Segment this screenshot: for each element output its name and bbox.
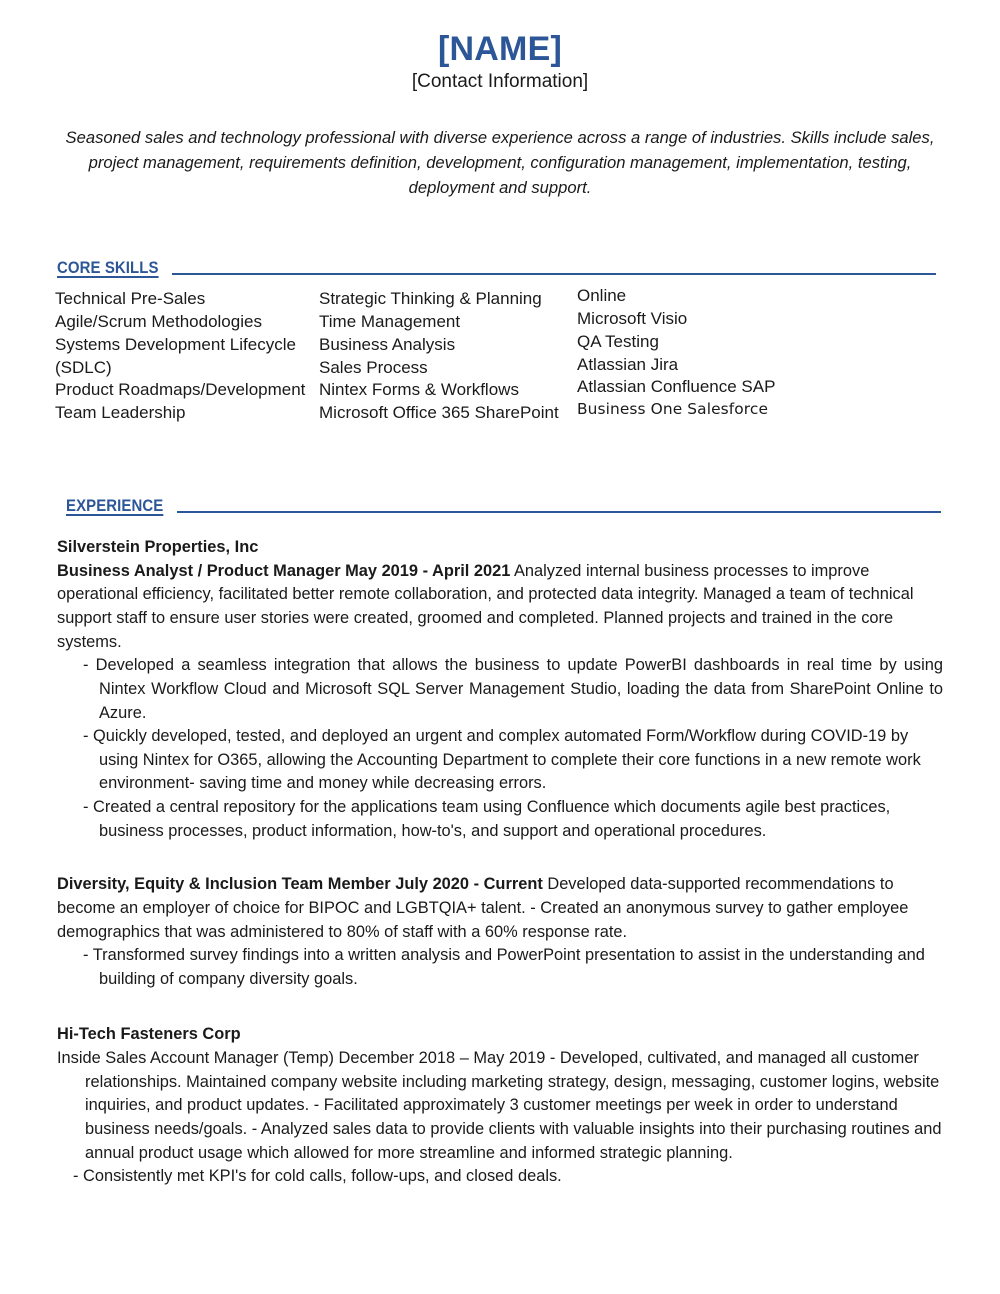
bullet-item xyxy=(57,1165,947,1189)
job-bullet-list xyxy=(57,654,947,843)
job-entry xyxy=(57,1023,947,1189)
bullet-marker: - xyxy=(83,656,89,675)
company-name: Silverstein Properties, Inc xyxy=(57,538,259,556)
bullet-text: Consistently met KPI's for cold calls, follow-ups, and closed deals. xyxy=(83,1167,562,1186)
experience-section xyxy=(66,496,941,517)
skill-item: Time Management xyxy=(319,311,461,331)
skill-item: Business One Salesforce xyxy=(577,400,769,419)
core-skills-columns xyxy=(55,288,936,425)
section-divider-rule xyxy=(172,273,936,276)
skills-column-3 xyxy=(577,285,837,425)
core-skills-header xyxy=(57,258,936,279)
skill-item: QA Testing xyxy=(577,331,659,351)
skill-item: Nintex Forms & Workflows xyxy=(319,380,519,400)
role-paragraph xyxy=(57,1047,947,1165)
professional-summary: Seasoned sales and technology professional with diverse experience across a range of industries. Skills include sales, project management, requirements definition, development, configuration management, implementation, testing, deployment and support. xyxy=(65,127,935,198)
job-entry xyxy=(57,536,947,843)
candidate-name: [NAME] xyxy=(438,30,562,68)
job-bullet-list xyxy=(57,944,947,991)
experience-header xyxy=(66,496,941,517)
skill-item: Team Leadership xyxy=(55,403,186,423)
bullet-marker: - xyxy=(83,798,89,817)
skill-item: Sales Process xyxy=(319,357,428,377)
skill-item: Technical Pre-Sales xyxy=(55,289,206,308)
skill-item: Agile/Scrum Methodologies xyxy=(55,311,262,331)
skill-item: Product Roadmaps/Development xyxy=(55,380,306,400)
bullet-text: Quickly developed, tested, and deployed an urgent and complex automated Form/Workflow during COVID-19 by using Nintex for O365, allowing the Accounting Department to complete their core functions in a new remote work environment- saving time and money while decreasing errors. xyxy=(93,727,921,793)
role-title: Business Analyst / Product Manager May 2019 - April 2021 xyxy=(57,561,511,580)
bullet-item xyxy=(57,796,947,843)
core-skills-title: CORE SKILLS xyxy=(57,258,159,277)
section-divider-rule xyxy=(177,511,941,514)
bullet-text: Created a central repository for the applications team using Confluence which documents agile best practices, business processes, product information, how-to's, and support and operational procedures. xyxy=(93,798,891,840)
skill-item: Atlassian Confluence SAP xyxy=(577,377,776,397)
skill-item: Strategic Thinking & Planning xyxy=(319,289,542,308)
bullet-item xyxy=(57,725,947,796)
skills-column-1 xyxy=(55,288,319,425)
job-entry xyxy=(57,873,947,991)
section-spacer xyxy=(57,991,947,1023)
bullet-item xyxy=(57,654,947,725)
role-description: - Developed, cultivated, and managed all customer relationships. Maintained company website including marketing strategy, design, messaging, customer logins, website inquiries, and product updates. - Facilitated approximately 3 customer meetings per week in order to understand business needs/goals. - Analyzed sales data to provide clients with valuable insights into their purchasing routines and annual product usage which allowed for more streamline and informed strategic planning. xyxy=(85,1049,942,1162)
core-skills-section xyxy=(57,258,936,425)
role-title: Inside Sales Account Manager (Temp) December 2018 – May 2019 xyxy=(57,1049,546,1068)
skill-item: Atlassian Jira xyxy=(577,354,679,374)
bullet-marker: - xyxy=(73,1167,79,1186)
skill-item: Microsoft Visio xyxy=(577,308,688,328)
bullet-marker: - xyxy=(83,946,89,965)
role-paragraph xyxy=(57,560,947,655)
experience-entries xyxy=(57,536,947,1189)
role-description: Analyzed internal business processes to improve operational efficiency, facilitated better remote collaboration, and protected data integrity. Managed a team of technical support staff to ensure user stories were created, groomed and completed. Planned projects and trained in the core systems. xyxy=(57,561,914,651)
section-spacer xyxy=(57,843,947,873)
skill-item: Business Analysis xyxy=(319,334,456,354)
bullet-text: Developed a seamless integration that allows the business to update PowerBI dashboards in real time by using Nintex Workflow Cloud and Microsoft SQL Server Management Studio, loading the data from SharePoint Online to Azure. xyxy=(95,656,943,722)
role-paragraph xyxy=(57,873,947,944)
skill-item: Systems Development Lifecycle xyxy=(55,334,296,354)
experience-title: EXPERIENCE xyxy=(66,496,164,515)
skill-item: Online xyxy=(577,286,627,305)
job-bullet-list xyxy=(57,1165,947,1189)
skill-item: Microsoft Office 365 SharePoint xyxy=(319,403,559,423)
bullet-text: Transformed survey findings into a written analysis and PowerPoint presentation to assist in the understanding and building of company diversity goals. xyxy=(92,946,925,988)
skills-column-2 xyxy=(319,288,577,425)
role-title: Diversity, Equity & Inclusion Team Member July 2020 - Current xyxy=(57,875,543,894)
skill-item: (SDLC) xyxy=(55,357,112,377)
bullet-marker: - xyxy=(83,727,89,746)
company-name: Hi-Tech Fasteners Corp xyxy=(57,1025,241,1044)
contact-information: [Contact Information] xyxy=(411,71,589,93)
document-header xyxy=(0,0,1000,95)
bullet-item xyxy=(57,944,947,991)
role-description: Developed data-supported recommendations to become an employer of choice for BIPOC and LGBTQIA+ talent. - Created an anonymous survey to gather employee demographics that was administered to 80% of staff with a 60% response rate. xyxy=(57,875,909,941)
